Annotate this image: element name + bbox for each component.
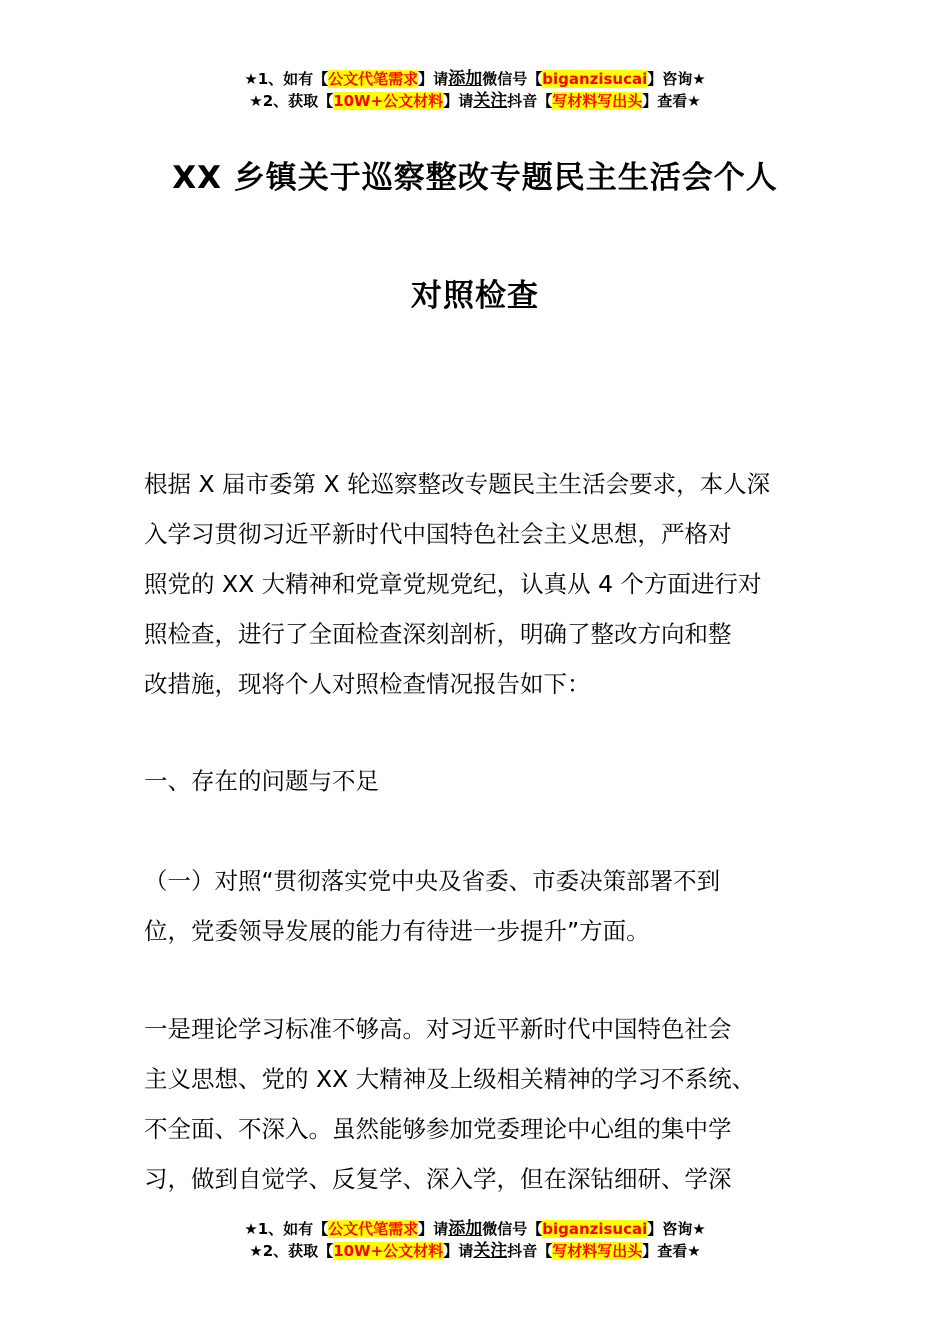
banner-text: 】请 bbox=[443, 1242, 474, 1260]
text-line: 入学习贯彻习近平新时代中国特色社会主义思想，严格对 bbox=[144, 520, 732, 548]
banner-text: ★1、如有【 bbox=[244, 70, 329, 88]
highlight-douyin-id: 写材料写出头 bbox=[552, 92, 643, 110]
highlight-wechat-id: biganzisucai bbox=[542, 70, 648, 88]
footer-banner bbox=[0, 1218, 950, 1262]
document-title-line-1: XX 乡镇关于巡察整改专题民主生活会个人 bbox=[172, 160, 778, 196]
text-line: 照党的 XX 大精神和党章党规党纪，认真从 4 个方面进行对 bbox=[144, 570, 762, 598]
banner-emphasis: 关注 bbox=[473, 91, 508, 111]
text-line: 改措施，现将个人对照检查情况报告如下： bbox=[144, 670, 591, 698]
banner-text: ★1、如有【 bbox=[244, 1220, 329, 1238]
banner-text: 抖音【 bbox=[507, 1242, 553, 1260]
banner-text: 】查看★ bbox=[642, 92, 701, 110]
banner-line-2 bbox=[0, 90, 950, 112]
banner-line-1 bbox=[0, 1218, 950, 1240]
banner-text: 】查看★ bbox=[642, 1242, 701, 1260]
banner-text: 】请 bbox=[418, 70, 449, 88]
text-line: 照检查，进行了全面检查深刻剖析，明确了整改方向和整 bbox=[144, 620, 732, 648]
banner-text: 微信号【 bbox=[482, 1220, 543, 1238]
banner-text: ★2、获取【 bbox=[249, 92, 334, 110]
banner-line-2 bbox=[0, 1240, 950, 1262]
header-banner bbox=[0, 68, 950, 112]
banner-text: 】咨询★ bbox=[647, 70, 706, 88]
banner-text: 】请 bbox=[418, 1220, 449, 1238]
highlight-service: 公文代笔需求 bbox=[328, 1220, 419, 1238]
text-line: 位，党委领导发展的能力有待进一步提升”方面。 bbox=[144, 917, 650, 945]
banner-emphasis: 关注 bbox=[473, 1241, 508, 1261]
text-line: （一）对照“贯彻落实党中央及省委、市委决策部署不到 bbox=[144, 867, 721, 895]
paragraph-point-one bbox=[144, 1004, 808, 1204]
paragraph-intro bbox=[144, 459, 808, 709]
highlight-douyin-id: 写材料写出头 bbox=[552, 1242, 643, 1260]
banner-emphasis: 添加 bbox=[448, 69, 483, 89]
text-line: 根据 X 届市委第 X 轮巡察整改专题民主生活会要求，本人深 bbox=[144, 470, 771, 498]
section-heading bbox=[144, 756, 808, 806]
text-line: 习，做到自觉学、反复学、深入学，但在深钻细研、学深 bbox=[144, 1165, 732, 1193]
text-line: 一、存在的问题与不足 bbox=[144, 767, 379, 795]
text-line: 主义思想、党的 XX 大精神及上级相关精神的学习不系统、 bbox=[144, 1065, 756, 1093]
text-line: 不全面、不深入。虽然能够参加党委理论中心组的集中学 bbox=[144, 1115, 732, 1143]
highlight-materials: 10W+公文材料 bbox=[333, 92, 444, 110]
banner-text: 】咨询★ bbox=[647, 1220, 706, 1238]
highlight-service: 公文代笔需求 bbox=[328, 70, 419, 88]
highlight-wechat-id: biganzisucai bbox=[542, 1220, 648, 1238]
banner-text: 抖音【 bbox=[507, 92, 553, 110]
banner-text: 】请 bbox=[443, 92, 474, 110]
banner-text: 微信号【 bbox=[482, 70, 543, 88]
document-title-line-2: 对照检查 bbox=[411, 278, 539, 314]
highlight-materials: 10W+公文材料 bbox=[333, 1242, 444, 1260]
banner-emphasis: 添加 bbox=[448, 1219, 483, 1239]
subsection-heading bbox=[144, 856, 808, 956]
text-line: 一是理论学习标准不够高。对习近平新时代中国特色社会 bbox=[144, 1015, 732, 1043]
banner-text: ★2、获取【 bbox=[249, 1242, 334, 1260]
banner-line-1 bbox=[0, 68, 950, 90]
